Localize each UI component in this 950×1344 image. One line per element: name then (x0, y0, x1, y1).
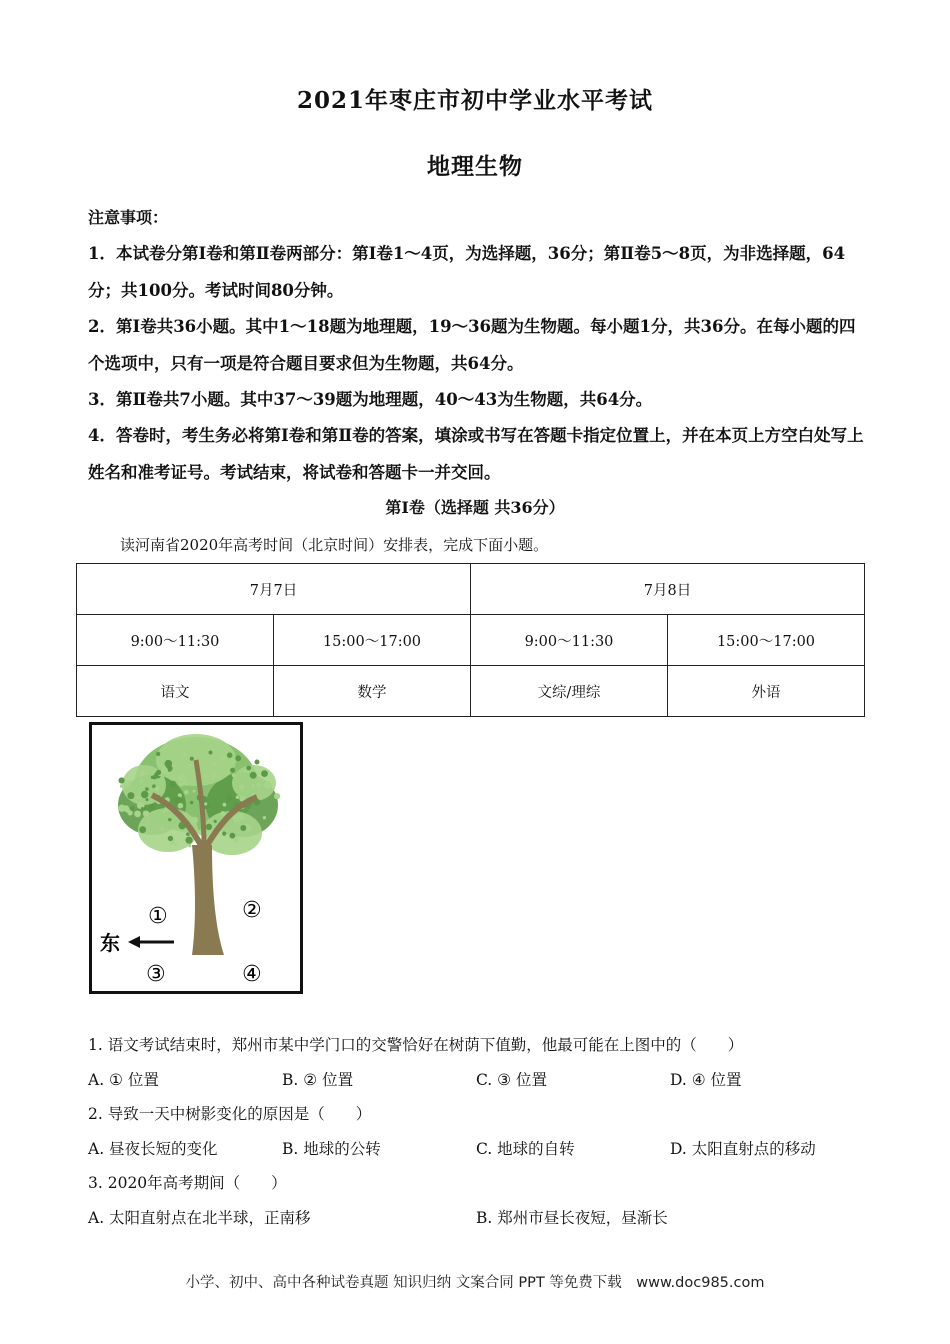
leaf-speckle (220, 755, 226, 761)
notice-item-3: 3．第Ⅱ卷共7小题。其中37～39题为地理题，40～43为生物题，共64分。 (88, 390, 653, 409)
position-marker-4: ④ (242, 962, 262, 987)
leaf-speckle (151, 776, 154, 779)
leaf-speckle (156, 770, 161, 775)
leaf-speckle (227, 752, 233, 758)
leaf-speckle (204, 775, 208, 779)
leaf-speckle (161, 827, 164, 830)
leaf-speckle (178, 803, 184, 809)
position-marker-2: ② (242, 898, 262, 923)
leaf-speckle (168, 836, 173, 841)
tree-trunk (192, 845, 224, 955)
leaf-speckle (120, 784, 123, 787)
table-cell-subject: 数学 (274, 666, 471, 717)
question-1-option-b: B. ② 位置 (282, 1071, 354, 1089)
question-intro: 读河南省2020年高考时间（北京时间）安排表，完成下面小题。 (120, 536, 549, 554)
leaf-speckle (119, 777, 125, 783)
table-cell-time: 15:00～17:00 (274, 615, 471, 666)
leaf-speckle (240, 825, 246, 831)
leaf-speckle (145, 787, 149, 791)
question-1-option-c: C. ③ 位置 (476, 1071, 547, 1089)
leaf-speckle (230, 768, 235, 773)
leaf-speckle (246, 766, 251, 771)
leaf-speckle (175, 843, 178, 846)
leaf-speckle (274, 793, 280, 799)
tree-shadow-figure (89, 722, 303, 994)
leaf-speckle (143, 811, 149, 817)
arrow-head-icon (128, 936, 140, 948)
leaf-speckle (178, 782, 181, 785)
leaf-speckle (213, 762, 216, 765)
leaf-speckle (141, 807, 144, 810)
leaf-speckle (168, 818, 171, 821)
leaf-speckle (139, 826, 146, 833)
question-2-option-b: B. 地球的公转 (282, 1140, 381, 1158)
leaf-speckle (236, 795, 240, 799)
leaf-speckle (193, 790, 196, 793)
question-1-option-a: A. ① 位置 (88, 1071, 159, 1089)
leaf-speckle (141, 791, 148, 798)
exam-title: 2021年枣庄市初中学业水平考试 (296, 87, 653, 114)
leaf-speckle (214, 820, 217, 823)
leaf-speckle (250, 772, 257, 779)
leaf-speckle (124, 781, 131, 788)
tree-illustration (92, 725, 300, 991)
position-marker-3: ③ (146, 962, 166, 987)
leaf-speckle (188, 844, 191, 847)
leaf-speckle (256, 783, 261, 788)
leaf-speckle (255, 760, 260, 765)
leaf-speckle (190, 801, 193, 804)
table-cell-subject: 外语 (668, 666, 865, 717)
leaf-speckle (140, 780, 144, 784)
leaf-speckle (140, 771, 145, 776)
leaf-speckle (232, 773, 236, 777)
question-2-option-d: D. 太阳直射点的移动 (670, 1140, 816, 1158)
leaf-speckle (155, 786, 160, 791)
question-3-option-a: A. 太阳直射点在北半球，正南移 (88, 1209, 311, 1227)
leaf-speckle (183, 752, 187, 756)
notice-heading: 注意事项： (88, 208, 169, 227)
exam-schedule-table (76, 563, 865, 717)
leaf-speckle (190, 757, 194, 761)
leaf-speckle (178, 775, 184, 781)
leaf-speckle (161, 767, 168, 774)
leaf-speckle (234, 838, 239, 843)
leaf-speckle (226, 795, 233, 802)
leaf-speckle (230, 833, 236, 839)
leaf-speckle (186, 832, 190, 836)
table-row (77, 564, 865, 615)
leaf-speckle (239, 784, 244, 789)
question-2-option-c: C. 地球的自转 (476, 1140, 575, 1158)
east-direction-label: 东 (100, 931, 120, 955)
table-cell-time: 9:00～11:30 (77, 615, 274, 666)
leaf-speckle (189, 764, 192, 767)
leaf-speckle (263, 816, 266, 819)
leaf-speckle (118, 805, 125, 812)
leaf-speckle (261, 770, 268, 777)
leaf-speckle (244, 769, 247, 772)
leaf-speckle (162, 810, 165, 813)
leaf-speckle (252, 784, 255, 787)
notice-item-1: 1．本试卷分第Ⅰ卷和第Ⅱ卷两部分：第Ⅰ卷1～4页，为选择题，36分；第Ⅱ卷5～8页，为非选择题，64分；共100分。考试时间80分钟。 (88, 244, 846, 300)
position-marker-1: ① (148, 904, 168, 929)
leaf-speckle (220, 811, 225, 816)
question-3: 3. 2020年高考期间（ ） (88, 1174, 287, 1192)
table-row (77, 666, 865, 717)
leaf-speckle (184, 790, 189, 795)
leaf-speckle (136, 796, 140, 800)
leaf-speckle (127, 792, 134, 799)
leaf-speckle (223, 803, 227, 807)
leaf-speckle (130, 806, 135, 811)
leaf-speckle (209, 751, 213, 755)
table-row (77, 615, 865, 666)
leaf-speckle (156, 752, 160, 756)
leaf-speckle (134, 810, 141, 817)
table-cell-time: 9:00～11:30 (471, 615, 668, 666)
leaf-speckle (206, 824, 212, 830)
question-3-option-b: B. 郑州市昼长夜短，昼渐长 (476, 1209, 668, 1227)
leaf-speckle (186, 837, 193, 844)
leaf-speckle (170, 781, 176, 787)
exam-subject: 地理生物 (427, 153, 523, 180)
table-cell-day: 7月7日 (77, 564, 471, 615)
leaf-speckle (212, 773, 217, 778)
question-1: 1. 语文考试结束时，郑州市某中学门口的交警恰好在树荫下值勤，他最可能在上图中的（ ） (88, 1036, 744, 1054)
section-title: 第Ⅰ卷（选择题 共36分） (385, 498, 565, 517)
notice-item-4: 4．答卷时，考生务必将第Ⅰ卷和第Ⅱ卷的答案，填涂或书写在答题卡指定位置上，并在本页上方空白处写上姓名和准考证号。考试结束，将试卷和答题卡一并交回。 (88, 426, 864, 482)
leaf-speckle (235, 755, 241, 761)
leaf-speckle (183, 780, 188, 785)
table-cell-day: 7月8日 (471, 564, 865, 615)
leaf-speckle (264, 781, 272, 789)
table-cell-subject: 文综/理综 (471, 666, 668, 717)
leaf-speckle (222, 832, 226, 836)
leaf-speckle (191, 817, 198, 824)
notice-item-2: 2．第Ⅰ卷共36小题。其中1～18题为地理题，19～36题为生物题。每小题1分，共36分。在每小题的四个选项中，只有一项是符合题目要求但为生物题，共64分。 (88, 317, 856, 373)
page-footer: 小学、初中、高中各种试卷真题 知识归纳 文案合同 PPT 等免费下载 www.doc985.com (185, 1275, 765, 1291)
leaf-speckle (238, 813, 245, 820)
leaf-speckle (125, 807, 130, 812)
question-2-option-a: A. 昼夜长短的变化 (88, 1140, 218, 1158)
leaf-speckle (146, 798, 149, 801)
table-cell-time: 15:00～17:00 (668, 615, 865, 666)
question-2: 2. 导致一天中树影变化的原因是（ ） (88, 1105, 372, 1123)
table-cell-subject: 语文 (77, 666, 274, 717)
question-1-option-d: D. ④ 位置 (670, 1071, 742, 1089)
leaf-speckle (150, 804, 156, 810)
